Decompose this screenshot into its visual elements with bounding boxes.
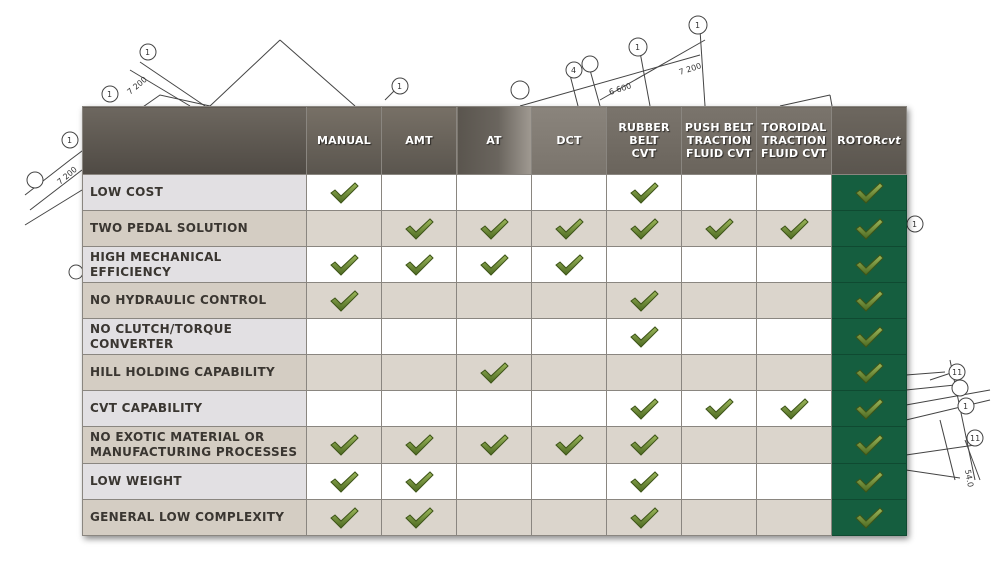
cell-manual — [307, 464, 382, 500]
svg-text:7 200: 7 200 — [677, 61, 703, 77]
checkmark-icon — [854, 217, 884, 241]
checkmark-icon — [329, 253, 359, 277]
cell-rubber-belt-cvt — [607, 500, 682, 536]
row-label: NO CLUTCH/TORQUE CONVERTER — [83, 319, 307, 355]
svg-text:1: 1 — [912, 220, 918, 229]
cell-dct — [532, 427, 607, 464]
cell-toroidal-cvt — [757, 427, 832, 464]
header-at: AT — [457, 107, 532, 175]
cell-rotorcvt — [832, 391, 907, 427]
cell-push-belt-cvt — [682, 283, 757, 319]
cell-rubber-belt-cvt — [607, 211, 682, 247]
cell-rotorcvt — [832, 427, 907, 464]
cell-manual — [307, 427, 382, 464]
cell-push-belt-cvt — [682, 427, 757, 464]
checkmark-icon — [854, 181, 884, 205]
cell-toroidal-cvt — [757, 355, 832, 391]
svg-text:11: 11 — [970, 434, 981, 443]
checkmark-icon — [329, 181, 359, 205]
checkmark-icon — [554, 433, 584, 457]
checkmark-icon — [854, 506, 884, 530]
table-row — [83, 175, 907, 211]
cell-toroidal-cvt — [757, 247, 832, 283]
checkmark-icon — [479, 253, 509, 277]
header-corner — [83, 107, 307, 175]
cell-dct — [532, 247, 607, 283]
cell-rotorcvt — [832, 247, 907, 283]
checkmark-icon — [479, 433, 509, 457]
cell-at — [457, 464, 532, 500]
cell-manual — [307, 175, 382, 211]
cell-amt — [382, 247, 457, 283]
checkmark-icon — [404, 217, 434, 241]
cell-dct — [532, 464, 607, 500]
svg-text:4: 4 — [571, 66, 577, 75]
header-amt: AMT — [382, 107, 457, 175]
cell-toroidal-cvt — [757, 464, 832, 500]
svg-text:1: 1 — [67, 136, 73, 145]
cell-rotorcvt — [832, 355, 907, 391]
cell-rotorcvt — [832, 319, 907, 355]
table-row — [83, 427, 907, 464]
cell-amt — [382, 500, 457, 536]
cell-toroidal-cvt — [757, 175, 832, 211]
cell-rubber-belt-cvt — [607, 427, 682, 464]
cell-rubber-belt-cvt — [607, 175, 682, 211]
cell-dct — [532, 211, 607, 247]
cell-manual — [307, 500, 382, 536]
cell-manual — [307, 211, 382, 247]
table-row — [83, 319, 907, 355]
cell-rubber-belt-cvt — [607, 247, 682, 283]
cell-dct — [532, 319, 607, 355]
cell-at — [457, 211, 532, 247]
table-row — [83, 283, 907, 319]
cell-amt — [382, 319, 457, 355]
row-label: CVT CAPABILITY — [83, 391, 307, 427]
cell-push-belt-cvt — [682, 391, 757, 427]
cell-amt — [382, 355, 457, 391]
checkmark-icon — [329, 433, 359, 457]
cell-toroidal-cvt — [757, 211, 832, 247]
row-label: NO EXOTIC MATERIAL OR MANUFACTURING PROCESSES — [83, 427, 307, 464]
cell-push-belt-cvt — [682, 464, 757, 500]
table-row — [83, 500, 907, 536]
cell-at — [457, 355, 532, 391]
cell-amt — [382, 391, 457, 427]
checkmark-icon — [479, 361, 509, 385]
checkmark-icon — [629, 217, 659, 241]
row-label: NO HYDRAULIC CONTROL — [83, 283, 307, 319]
cell-manual — [307, 247, 382, 283]
cell-dct — [532, 391, 607, 427]
cell-manual — [307, 391, 382, 427]
svg-text:7 200: 7 200 — [125, 74, 149, 97]
cell-rubber-belt-cvt — [607, 319, 682, 355]
cell-at — [457, 247, 532, 283]
checkmark-icon — [854, 361, 884, 385]
cell-push-belt-cvt — [682, 500, 757, 536]
row-label: HIGH MECHANICAL EFFICIENCY — [83, 247, 307, 283]
table-row — [83, 355, 907, 391]
row-label: LOW WEIGHT — [83, 464, 307, 500]
checkmark-icon — [554, 217, 584, 241]
cell-rotorcvt — [832, 211, 907, 247]
cell-dct — [532, 283, 607, 319]
checkmark-icon — [629, 289, 659, 313]
cell-at — [457, 391, 532, 427]
checkmark-icon — [854, 289, 884, 313]
header-rubber-belt-cvt: RUBBER BELT CVT — [607, 107, 682, 175]
cell-dct — [532, 500, 607, 536]
cell-rubber-belt-cvt — [607, 283, 682, 319]
table-body — [83, 175, 907, 536]
svg-text:7 200: 7 200 — [55, 164, 79, 187]
header-row — [83, 107, 907, 175]
checkmark-icon — [404, 470, 434, 494]
cell-dct — [532, 175, 607, 211]
checkmark-icon — [329, 506, 359, 530]
cell-manual — [307, 319, 382, 355]
cell-amt — [382, 464, 457, 500]
row-label: GENERAL LOW COMPLEXITY — [83, 500, 307, 536]
cell-at — [457, 319, 532, 355]
header-push-belt-cvt: PUSH BELT TRACTION FLUID CVT — [682, 107, 757, 175]
table-row — [83, 464, 907, 500]
header-toroidal-cvt: TOROIDAL TRACTION FLUID CVT — [757, 107, 832, 175]
svg-text:1: 1 — [107, 90, 113, 99]
table-row — [83, 247, 907, 283]
cell-amt — [382, 175, 457, 211]
cell-push-belt-cvt — [682, 175, 757, 211]
table-row — [83, 211, 907, 247]
checkmark-icon — [779, 217, 809, 241]
cell-rubber-belt-cvt — [607, 464, 682, 500]
header-manual: MANUAL — [307, 107, 382, 175]
cell-amt — [382, 427, 457, 464]
cell-rubber-belt-cvt — [607, 355, 682, 391]
checkmark-icon — [629, 470, 659, 494]
cell-toroidal-cvt — [757, 319, 832, 355]
checkmark-icon — [554, 253, 584, 277]
checkmark-icon — [854, 325, 884, 349]
cell-at — [457, 283, 532, 319]
row-label: TWO PEDAL SOLUTION — [83, 211, 307, 247]
cell-at — [457, 500, 532, 536]
cell-manual — [307, 283, 382, 319]
checkmark-icon — [329, 470, 359, 494]
svg-text:1: 1 — [963, 402, 969, 411]
checkmark-icon — [854, 253, 884, 277]
checkmark-icon — [704, 217, 734, 241]
cell-push-belt-cvt — [682, 211, 757, 247]
checkmark-icon — [404, 506, 434, 530]
svg-text:1: 1 — [145, 48, 151, 57]
rotor-brand-suffix: cvt — [881, 134, 901, 147]
cell-push-belt-cvt — [682, 355, 757, 391]
cell-push-belt-cvt — [682, 247, 757, 283]
svg-text:54.0: 54.0 — [963, 468, 975, 488]
svg-text:6 600: 6 600 — [607, 81, 633, 97]
cell-rubber-belt-cvt — [607, 391, 682, 427]
checkmark-icon — [629, 433, 659, 457]
table-row — [83, 391, 907, 427]
checkmark-icon — [854, 433, 884, 457]
checkmark-icon — [629, 397, 659, 421]
cell-dct — [532, 355, 607, 391]
cell-toroidal-cvt — [757, 391, 832, 427]
svg-text:1: 1 — [397, 82, 403, 91]
cell-toroidal-cvt — [757, 500, 832, 536]
checkmark-icon — [629, 181, 659, 205]
checkmark-icon — [404, 253, 434, 277]
checkmark-icon — [854, 397, 884, 421]
header-dct: DCT — [532, 107, 607, 175]
cell-rotorcvt — [832, 500, 907, 536]
checkmark-icon — [479, 217, 509, 241]
cell-amt — [382, 211, 457, 247]
cell-at — [457, 427, 532, 464]
rotor-brand-prefix: ROTOR — [837, 134, 882, 147]
svg-text:1: 1 — [695, 21, 701, 30]
cell-rotorcvt — [832, 464, 907, 500]
cell-amt — [382, 283, 457, 319]
svg-text:1: 1 — [635, 43, 641, 52]
cell-manual — [307, 355, 382, 391]
checkmark-icon — [779, 397, 809, 421]
cell-rotorcvt — [832, 283, 907, 319]
svg-text:11: 11 — [952, 368, 963, 377]
cell-rotorcvt — [832, 175, 907, 211]
cell-push-belt-cvt — [682, 319, 757, 355]
checkmark-icon — [629, 506, 659, 530]
checkmark-icon — [329, 289, 359, 313]
cell-at — [457, 175, 532, 211]
comparison-table — [82, 106, 907, 536]
checkmark-icon — [854, 470, 884, 494]
row-label: LOW COST — [83, 175, 307, 211]
header-rotorcvt — [832, 107, 907, 175]
checkmark-icon — [404, 433, 434, 457]
row-label: HILL HOLDING CAPABILITY — [83, 355, 307, 391]
checkmark-icon — [629, 325, 659, 349]
cell-toroidal-cvt — [757, 283, 832, 319]
checkmark-icon — [704, 397, 734, 421]
